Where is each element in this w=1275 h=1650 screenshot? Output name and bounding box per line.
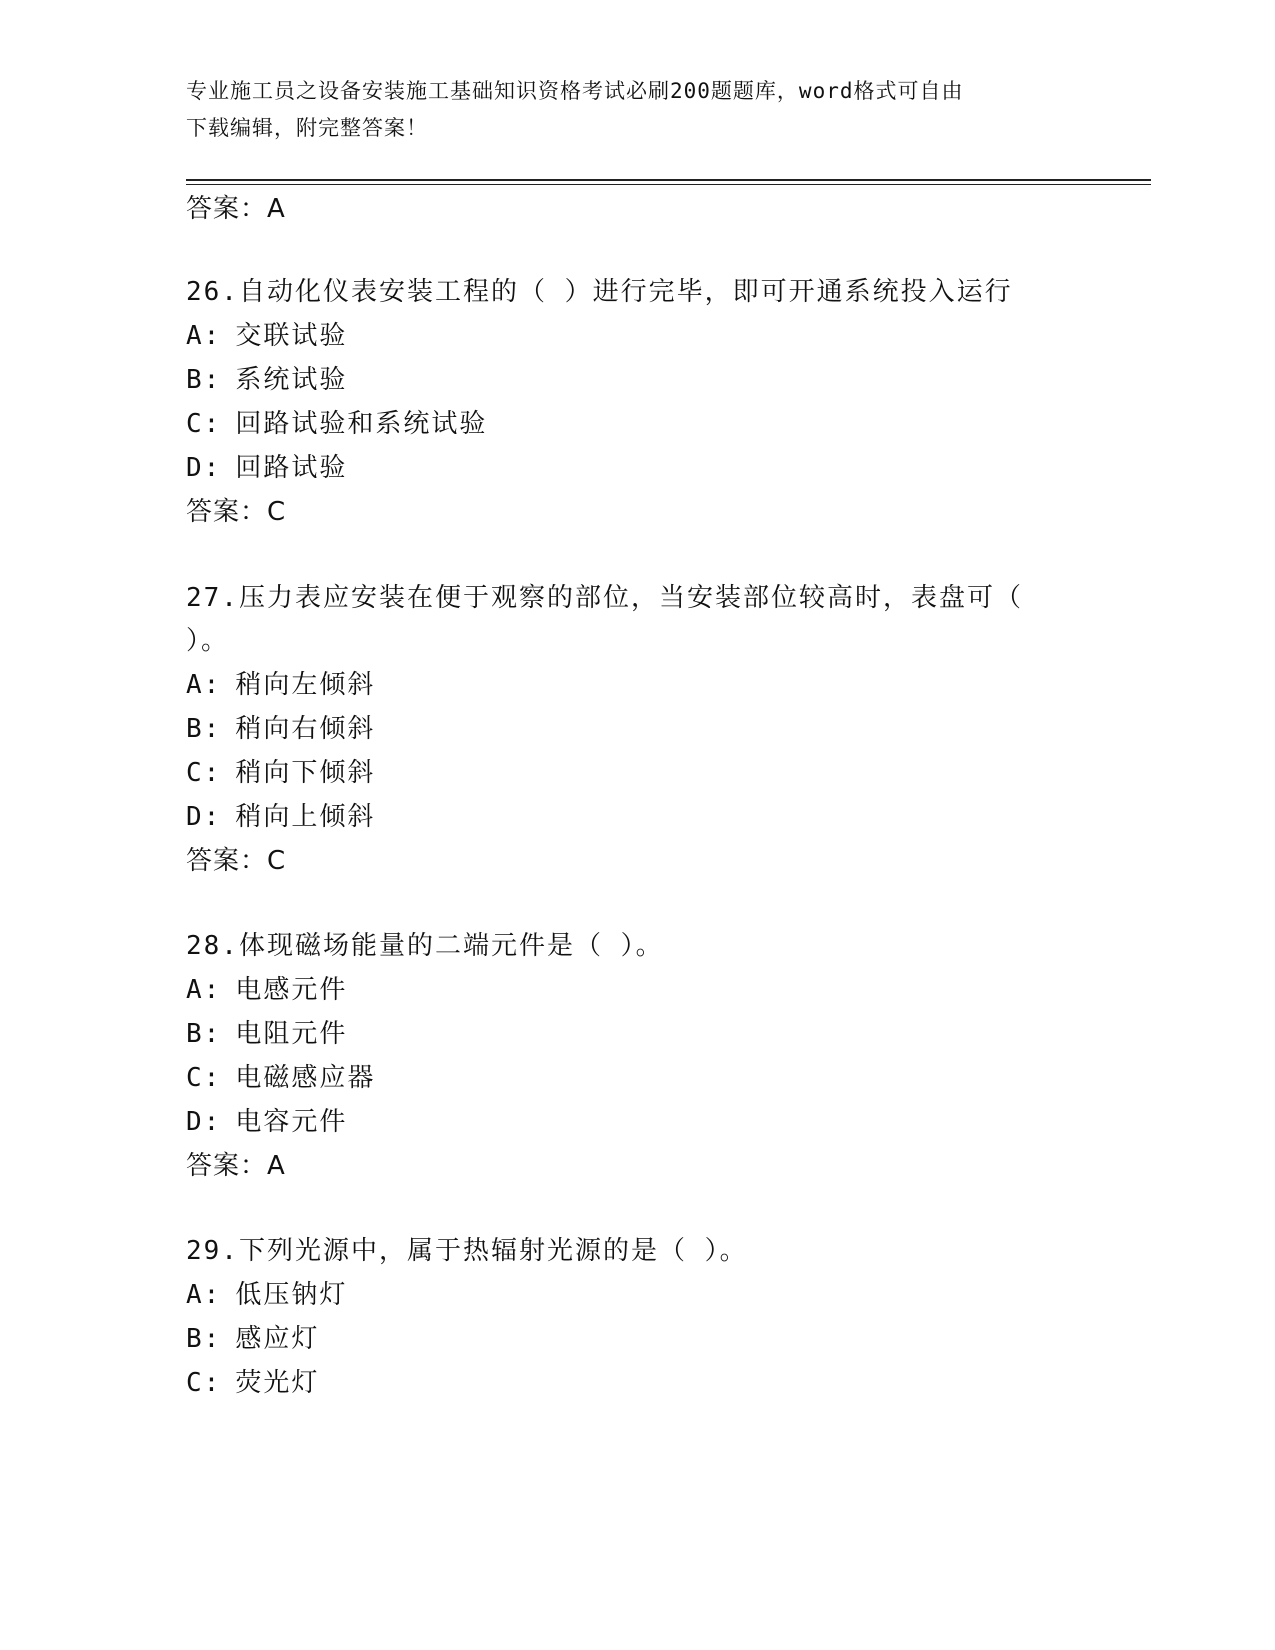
option-b	[186, 1016, 347, 1052]
answer-label: 答案：	[186, 1151, 268, 1181]
option-c	[186, 1060, 375, 1096]
option-text: 低压钠灯	[235, 1280, 348, 1310]
answer-value: C	[267, 846, 287, 876]
option-text: 感应灯	[235, 1324, 320, 1354]
option-b	[186, 711, 375, 747]
option-c	[186, 755, 375, 791]
answer-value: C	[267, 497, 287, 527]
question-stem: 26.自动化仪表安装工程的（ ）进行完毕，即可开通系统投入运行	[186, 277, 1013, 307]
answer-line	[186, 191, 286, 227]
option-key: D:	[186, 1107, 222, 1137]
option-text: 回路试验	[235, 453, 348, 483]
option-key: D:	[186, 453, 222, 483]
header-rule-thin	[186, 184, 1151, 185]
option-text: 交联试验	[235, 321, 348, 351]
option-a	[186, 972, 347, 1008]
option-key: B:	[186, 1324, 222, 1354]
option-a	[186, 667, 375, 703]
option-key: C:	[186, 409, 222, 439]
header-line-2: 下载编辑，附完整答案！	[186, 116, 428, 140]
option-key: A:	[186, 670, 222, 700]
header-rule	[186, 179, 1151, 181]
option-key: A:	[186, 975, 222, 1005]
option-key: A:	[186, 321, 222, 351]
answer-value: A	[267, 1151, 286, 1181]
option-text: 稍向右倾斜	[235, 714, 376, 744]
option-a	[186, 318, 347, 354]
option-text: 稍向左倾斜	[235, 670, 376, 700]
option-text: 电容元件	[235, 1107, 348, 1137]
option-d	[186, 450, 347, 486]
option-d	[186, 1104, 347, 1140]
option-text: 电阻元件	[235, 1019, 348, 1049]
option-c	[186, 406, 487, 442]
answer-line	[186, 1148, 286, 1184]
answer-value: A	[267, 194, 286, 224]
question-stem: 28.体现磁场能量的二端元件是（ ）。	[186, 931, 664, 961]
option-b	[186, 1321, 319, 1357]
option-key: C:	[186, 1368, 222, 1398]
option-a	[186, 1277, 347, 1313]
option-c	[186, 1365, 319, 1401]
header-line-1: 专业施工员之设备安装施工基础知识资格考试必刷200题题库，word格式可自由	[186, 79, 964, 103]
option-text: 电磁感应器	[235, 1063, 376, 1093]
answer-label: 答案：	[186, 194, 268, 224]
answer-label: 答案：	[186, 846, 268, 876]
option-d	[186, 799, 375, 835]
option-key: B:	[186, 365, 222, 395]
question-stem-continued: ）。	[186, 626, 230, 656]
option-text: 荧光灯	[235, 1368, 320, 1398]
answer-label: 答案：	[186, 497, 268, 527]
document-header	[186, 73, 1066, 147]
option-key: A:	[186, 1280, 222, 1310]
option-key: B:	[186, 1019, 222, 1049]
answer-line	[186, 843, 286, 879]
question-stem: 29.下列光源中，属于热辐射光源的是（ ）。	[186, 1236, 748, 1266]
answer-line	[186, 494, 286, 530]
option-key: C:	[186, 758, 222, 788]
option-text: 电感元件	[235, 975, 348, 1005]
option-text: 回路试验和系统试验	[235, 409, 488, 439]
question-stem: 27.压力表应安装在便于观察的部位，当安装部位较高时，表盘可（	[186, 583, 1023, 613]
option-text: 系统试验	[235, 365, 348, 395]
option-key: C:	[186, 1063, 222, 1093]
option-text: 稍向下倾斜	[235, 758, 376, 788]
option-text: 稍向上倾斜	[235, 802, 376, 832]
option-b	[186, 362, 347, 398]
option-key: D:	[186, 802, 222, 832]
option-key: B:	[186, 714, 222, 744]
